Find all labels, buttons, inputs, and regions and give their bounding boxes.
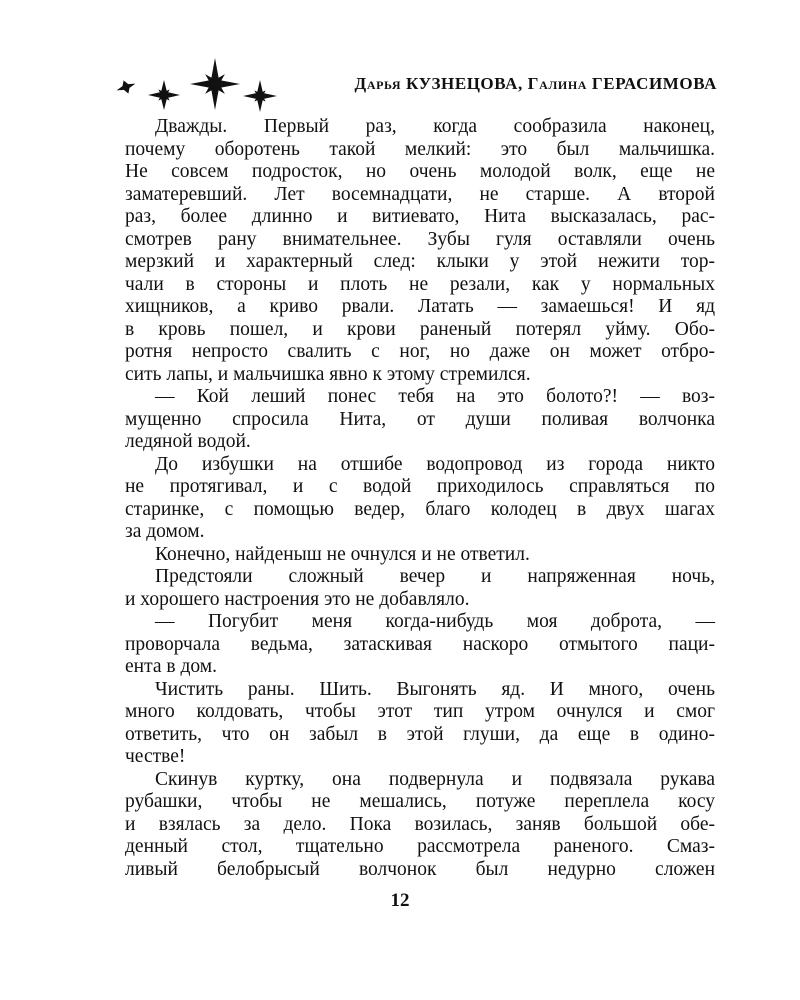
- text-line: и взялась за дело. Пока возилась, заняв большой обе-: [125, 813, 715, 835]
- text-line: Чистить раны. Шить. Выгонять яд. И много, очень: [155, 678, 715, 700]
- text-line: за домом.: [125, 521, 205, 542]
- text-line: заматеревший. Лет восемнадцати, не старше. А второй: [125, 183, 715, 205]
- text-line: Не совсем подросток, но очень молодой волк, еще не: [125, 161, 715, 182]
- text-line: честве!: [125, 746, 186, 767]
- text-line: сить лапы, и мальчишка явно к этому стремился.: [125, 363, 531, 385]
- text-line: ливый белобрысый волчонок был недурно сложен: [125, 858, 715, 880]
- text-line: и хорошего настроения это не добавляло.: [125, 588, 470, 610]
- text-line: раз, более длинно и витиевато, Нита высказалась, рас-: [125, 206, 715, 227]
- text-line: Скинув куртку, она подвернула и подвязала рукава: [155, 768, 715, 790]
- text-line: мущенно спросила Нита, от души поливая волчонка: [125, 408, 715, 430]
- text-line: не протягивал, и с водой приходилось справляться по: [125, 476, 715, 497]
- text-line: почему оборотень такой мелкий: это был мальчишка.: [125, 138, 715, 160]
- text-line: ротня непросто свалить с ног, но даже он может отбро-: [125, 341, 715, 362]
- text-line: Предстояли сложный вечер и напряженная ночь,: [155, 566, 715, 587]
- text-line: смотрев рану внимательнее. Зубы гуля оставляли очень: [125, 228, 715, 250]
- page-number: 12: [390, 890, 410, 911]
- text-line: мерзкий и характерный след: клыки у этой нежити тор-: [125, 251, 715, 272]
- text-line: — Погубит меня когда-нибудь моя доброта, —: [155, 611, 715, 632]
- text-line: денный стол, тщательно рассмотрела раненого. Смаз-: [125, 836, 715, 857]
- text-line: До избушки на отшибе водопровод из города никто: [155, 453, 715, 475]
- text-line: проворчала ведьма, затаскивая наскоро отмытого паци-: [125, 633, 715, 655]
- text-line: ледяной водой.: [125, 431, 251, 452]
- text-line: рубашки, чтобы не мешались, потуже переплела косу: [125, 791, 715, 812]
- page-body-text: [125, 116, 715, 881]
- stars-ornament-icon: [112, 50, 292, 120]
- text-line: старинке, с помощью ведер, благо колодец в двух шагах: [125, 498, 715, 520]
- text-line: в кровь пошел, и крови раненый потерял уйму. Обо-: [125, 318, 715, 340]
- text-line: хищников, а криво рвали. Латать — замаешься! И яд: [125, 296, 715, 317]
- text-line: много колдовать, чтобы этот тип утром очнулся и смог: [125, 701, 715, 722]
- text-line: Дважды. Первый раз, когда сообразила наконец,: [155, 116, 715, 137]
- text-line: ента в дом.: [125, 656, 217, 677]
- text-line: чали в стороны и плоть не резали, как у нормальных: [125, 273, 715, 295]
- book-authors-header: Дарья КУЗНЕЦОВА, Галина ГЕРАСИМОВА: [354, 74, 717, 93]
- text-line: — Кой леший понес тебя на это болото?! — воз-: [155, 386, 715, 407]
- text-line: Конечно, найденыш не очнулся и не ответил.: [155, 543, 530, 565]
- running-header: [112, 50, 717, 120]
- text-line: ответить, что он забыл в этой глуши, да еще в одино-: [125, 723, 715, 745]
